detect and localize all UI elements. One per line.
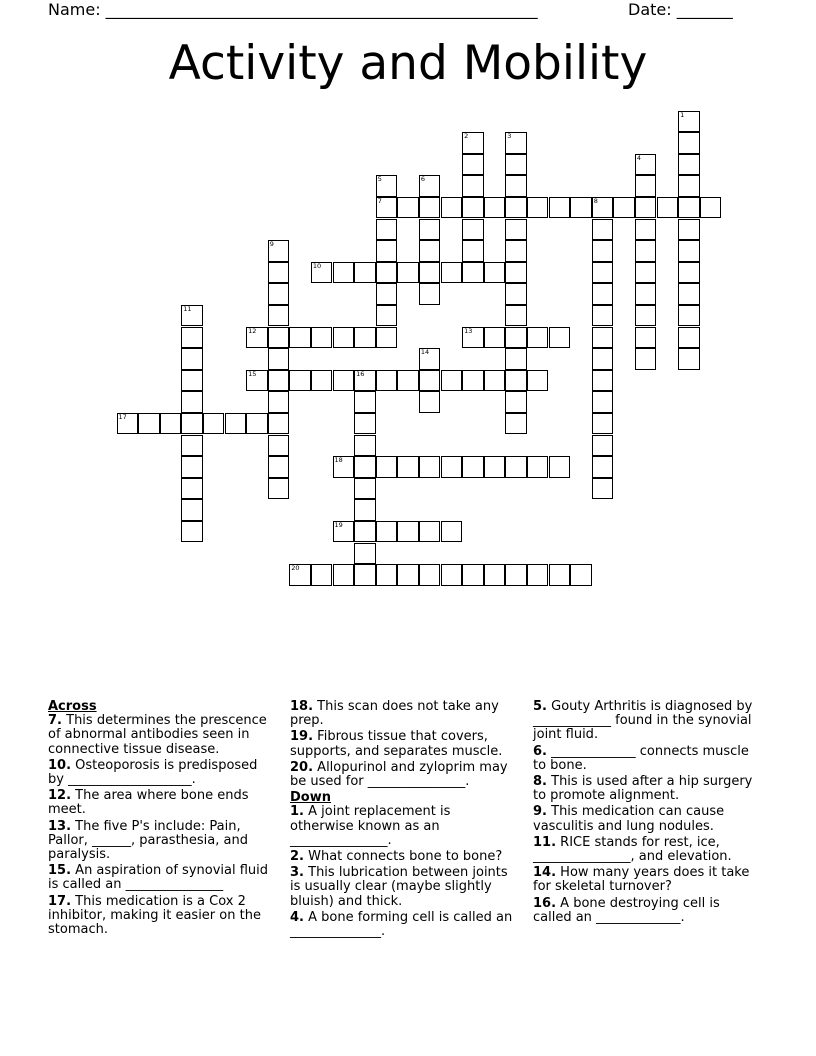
across-clue: 20. Allopurinol and zyloprim may be used for _______________. bbox=[290, 759, 508, 790]
crossword-cell[interactable] bbox=[376, 197, 398, 219]
crossword-cell[interactable] bbox=[657, 197, 679, 219]
crossword-cell[interactable] bbox=[397, 564, 419, 586]
crossword-cell[interactable] bbox=[354, 262, 376, 284]
crossword-cell[interactable] bbox=[246, 327, 268, 349]
crossword-cell[interactable] bbox=[527, 370, 549, 392]
crossword-cell[interactable] bbox=[635, 305, 657, 327]
crossword-cell[interactable] bbox=[268, 478, 290, 500]
crossword-cell[interactable] bbox=[700, 197, 722, 219]
crossword-cell[interactable] bbox=[181, 478, 203, 500]
crossword-cell[interactable] bbox=[462, 456, 484, 478]
crossword-cell[interactable] bbox=[484, 564, 506, 586]
cell-number: 1 bbox=[680, 110, 685, 119]
crossword-cell[interactable] bbox=[592, 219, 614, 241]
crossword-cell[interactable] bbox=[354, 435, 376, 457]
crossword-cell[interactable] bbox=[354, 478, 376, 500]
crossword-cell[interactable] bbox=[419, 240, 441, 262]
crossword-cell[interactable] bbox=[333, 370, 355, 392]
down-clue: 2. What connects bone to bone? bbox=[290, 849, 503, 865]
crossword-cell[interactable] bbox=[592, 240, 614, 262]
crossword-cell[interactable] bbox=[592, 391, 614, 413]
crossword-cell[interactable] bbox=[181, 521, 203, 543]
crossword-cell[interactable] bbox=[268, 305, 290, 327]
down-clue: 16. A bone destroying cell is called an _____________. bbox=[533, 895, 720, 925]
crossword-cell[interactable] bbox=[441, 564, 463, 586]
crossword-cell[interactable] bbox=[311, 564, 333, 586]
crossword-cell[interactable] bbox=[505, 327, 527, 349]
crossword-cell[interactable] bbox=[376, 327, 398, 349]
crossword-cell[interactable] bbox=[549, 327, 571, 349]
crossword-cell[interactable] bbox=[592, 478, 614, 500]
crossword-cell[interactable] bbox=[462, 219, 484, 241]
crossword-cell[interactable] bbox=[505, 197, 527, 219]
crossword-cell[interactable] bbox=[505, 456, 527, 478]
crossword-cell[interactable] bbox=[592, 327, 614, 349]
crossword-cell[interactable] bbox=[354, 370, 376, 392]
crossword-cell[interactable] bbox=[419, 456, 441, 478]
crossword-cell[interactable] bbox=[419, 219, 441, 241]
cell-number: 5 bbox=[377, 175, 382, 184]
crossword-cell[interactable] bbox=[181, 348, 203, 370]
crossword-cell[interactable] bbox=[376, 564, 398, 586]
crossword-cell[interactable] bbox=[678, 132, 700, 154]
crossword-cell[interactable] bbox=[181, 499, 203, 521]
crossword-cell[interactable] bbox=[419, 370, 441, 392]
crossword-cell[interactable] bbox=[635, 154, 657, 176]
across-clue: 10. Osteoporosis is predisposed by ___________________. bbox=[48, 757, 258, 788]
crossword-cell[interactable] bbox=[203, 413, 225, 435]
crossword-cell[interactable] bbox=[592, 197, 614, 219]
crossword-cell[interactable] bbox=[505, 564, 527, 586]
crossword-cell[interactable] bbox=[678, 175, 700, 197]
crossword-cell[interactable] bbox=[462, 175, 484, 197]
crossword-cell[interactable] bbox=[441, 370, 463, 392]
crossword-cell[interactable] bbox=[354, 391, 376, 413]
crossword-cell[interactable] bbox=[505, 262, 527, 284]
crossword-cell[interactable] bbox=[419, 391, 441, 413]
crossword-cell[interactable] bbox=[462, 132, 484, 154]
down-clue: 14. How many years does it take for skeletal turnover? bbox=[533, 865, 750, 895]
crossword-cell[interactable] bbox=[246, 413, 268, 435]
cell-number: 9 bbox=[269, 240, 274, 249]
crossword-cell[interactable] bbox=[527, 197, 549, 219]
crossword-cell[interactable] bbox=[635, 219, 657, 241]
crossword-cell[interactable] bbox=[441, 197, 463, 219]
crossword-cell[interactable] bbox=[635, 197, 657, 219]
crossword-cell[interactable] bbox=[354, 456, 376, 478]
cell-number: 17 bbox=[118, 412, 127, 421]
down-clue: 6. _____________ connects muscle to bone. bbox=[533, 743, 749, 773]
crossword-cell[interactable] bbox=[181, 435, 203, 457]
crossword-cell[interactable] bbox=[678, 327, 700, 349]
crossword-cell[interactable] bbox=[505, 348, 527, 370]
crossword-cell[interactable] bbox=[678, 348, 700, 370]
crossword-cell[interactable] bbox=[376, 219, 398, 241]
across-clue: 18. This scan does not take any prep. bbox=[290, 699, 499, 729]
crossword-cell[interactable] bbox=[397, 521, 419, 543]
crossword-cell[interactable] bbox=[419, 197, 441, 219]
across-clue: 17. This medication is a Cox 2 inhibitor, making it easier on the stomach. bbox=[48, 893, 261, 938]
crossword-cell[interactable] bbox=[505, 154, 527, 176]
cell-number: 13 bbox=[464, 326, 473, 335]
down-clue: 11. RICE stands for rest, ice, _______________, and elevation. bbox=[533, 834, 732, 865]
crossword-cell[interactable] bbox=[505, 391, 527, 413]
crossword-cell[interactable] bbox=[354, 521, 376, 543]
crossword-cell[interactable] bbox=[268, 240, 290, 262]
crossword-cell[interactable] bbox=[441, 262, 463, 284]
crossword-cell[interactable] bbox=[505, 413, 527, 435]
crossword-cell[interactable] bbox=[570, 197, 592, 219]
crossword-cell[interactable] bbox=[397, 370, 419, 392]
cell-number: 20 bbox=[291, 564, 300, 573]
crossword-cell[interactable] bbox=[354, 564, 376, 586]
crossword-cell[interactable] bbox=[333, 456, 355, 478]
crossword-cell[interactable] bbox=[527, 564, 549, 586]
crossword-cell[interactable] bbox=[484, 456, 506, 478]
crossword-cell[interactable] bbox=[268, 413, 290, 435]
crossword-cell[interactable] bbox=[397, 262, 419, 284]
crossword-cell[interactable] bbox=[592, 370, 614, 392]
crossword-cell[interactable] bbox=[181, 413, 203, 435]
page-title: Activity and Mobility bbox=[168, 36, 648, 91]
crossword-cell[interactable] bbox=[592, 413, 614, 435]
crossword-cell[interactable] bbox=[160, 413, 182, 435]
crossword-cell[interactable] bbox=[268, 348, 290, 370]
crossword-cell[interactable] bbox=[268, 262, 290, 284]
cell-number: 4 bbox=[636, 153, 642, 162]
crossword-cell[interactable] bbox=[333, 327, 355, 349]
cell-number: 16 bbox=[356, 369, 365, 378]
cell-number: 7 bbox=[377, 196, 382, 205]
crossword-cell[interactable] bbox=[549, 197, 571, 219]
crossword-cell[interactable] bbox=[419, 262, 441, 284]
crossword-cell[interactable] bbox=[678, 111, 700, 133]
across-clue: 12. The area where bone ends meet. bbox=[48, 788, 249, 818]
across-clue: 19. Fibrous tissue that covers, supports, and separates muscle. bbox=[290, 729, 503, 759]
clue-column-2 bbox=[290, 700, 515, 941]
crossword-cell[interactable] bbox=[505, 132, 527, 154]
crossword-cell[interactable] bbox=[289, 370, 311, 392]
crossword-cell[interactable] bbox=[635, 262, 657, 284]
crossword-cell[interactable] bbox=[462, 370, 484, 392]
crossword-cell[interactable] bbox=[592, 348, 614, 370]
crossword-cell[interactable] bbox=[462, 327, 484, 349]
crossword-cell[interactable] bbox=[354, 543, 376, 565]
crossword-cell[interactable] bbox=[635, 240, 657, 262]
crossword-cell[interactable] bbox=[181, 305, 203, 327]
crossword-cell[interactable] bbox=[376, 521, 398, 543]
crossword-cell[interactable] bbox=[549, 564, 571, 586]
cell-number: 12 bbox=[248, 326, 257, 335]
crossword-cell[interactable] bbox=[527, 327, 549, 349]
crossword-cell[interactable] bbox=[246, 370, 268, 392]
crossword-cell[interactable] bbox=[613, 197, 635, 219]
crossword-cell[interactable] bbox=[527, 456, 549, 478]
crossword-cell[interactable] bbox=[354, 413, 376, 435]
crossword-cell[interactable] bbox=[678, 197, 700, 219]
crossword-cell[interactable] bbox=[117, 413, 139, 435]
crossword-cell[interactable] bbox=[678, 305, 700, 327]
crossword-cell[interactable] bbox=[376, 305, 398, 327]
crossword-cell[interactable] bbox=[592, 283, 614, 305]
crossword-cell[interactable] bbox=[419, 521, 441, 543]
cell-number: 6 bbox=[420, 175, 426, 184]
crossword-cell[interactable] bbox=[376, 456, 398, 478]
cell-number: 8 bbox=[593, 196, 598, 205]
crossword-cell[interactable] bbox=[592, 262, 614, 284]
crossword-cell[interactable] bbox=[138, 413, 160, 435]
crossword-cell[interactable] bbox=[678, 240, 700, 262]
down-clue: 4. A bone forming cell is called an ______________. bbox=[290, 909, 513, 940]
crossword-cell[interactable] bbox=[268, 391, 290, 413]
header bbox=[48, 0, 748, 22]
crossword-cell[interactable] bbox=[376, 283, 398, 305]
cell-number: 19 bbox=[334, 520, 343, 529]
down-heading: Down bbox=[290, 790, 331, 806]
crossword-cell[interactable] bbox=[181, 391, 203, 413]
crossword-cell[interactable] bbox=[225, 413, 247, 435]
crossword-cell[interactable] bbox=[635, 175, 657, 197]
crossword-cell[interactable] bbox=[333, 262, 355, 284]
crossword-cell[interactable] bbox=[311, 262, 333, 284]
down-clue: 3. This lubrication between joints is usually clear (maybe slightly bluish) and thick. bbox=[290, 865, 508, 909]
crossword-cell[interactable] bbox=[505, 240, 527, 262]
crossword-cell[interactable] bbox=[592, 456, 614, 478]
crossword-cell[interactable] bbox=[376, 262, 398, 284]
crossword-cell[interactable] bbox=[484, 370, 506, 392]
crossword-cell[interactable] bbox=[462, 564, 484, 586]
crossword-cell[interactable] bbox=[289, 327, 311, 349]
down-clue: 1. A joint replacement is otherwise known as an _______________. bbox=[290, 804, 451, 848]
crossword-cell[interactable] bbox=[678, 262, 700, 284]
crossword-cell[interactable] bbox=[505, 175, 527, 197]
down-clue: 5. Gouty Arthritis is diagnosed by ____________ found in the synovial joint fluid. bbox=[533, 699, 753, 743]
down-clue: 8. This is used after a hip surgery to promote alignment. bbox=[533, 774, 753, 804]
crossword-cell[interactable] bbox=[289, 564, 311, 586]
crossword-cell[interactable] bbox=[397, 456, 419, 478]
crossword-cell[interactable] bbox=[549, 456, 571, 478]
cell-number: 10 bbox=[312, 261, 322, 270]
down-clue: 9. This medication can cause vasculitis and lung nodules. bbox=[533, 804, 725, 834]
crossword-cell[interactable] bbox=[268, 327, 290, 349]
crossword-cell[interactable] bbox=[484, 327, 506, 349]
crossword-cell[interactable] bbox=[354, 327, 376, 349]
cell-number: 3 bbox=[507, 132, 512, 141]
crossword-cell[interactable] bbox=[268, 370, 290, 392]
crossword-cell[interactable] bbox=[181, 327, 203, 349]
crossword-cell[interactable] bbox=[592, 305, 614, 327]
across-clue: 13. The five P's include: Pain, Pallor, ______, parasthesia, and paralysis. bbox=[48, 818, 248, 863]
crossword-cell[interactable] bbox=[635, 327, 657, 349]
crossword-cell[interactable] bbox=[635, 283, 657, 305]
across-heading: Across bbox=[48, 699, 97, 714]
crossword-cell[interactable] bbox=[462, 154, 484, 176]
cell-number: 2 bbox=[464, 132, 469, 141]
cell-number: 15 bbox=[248, 369, 257, 378]
crossword-cell[interactable] bbox=[441, 521, 463, 543]
clue-column-3 bbox=[533, 700, 761, 927]
crossword-cell[interactable] bbox=[268, 435, 290, 457]
cell-number: 11 bbox=[183, 304, 192, 313]
crossword-cell[interactable] bbox=[333, 521, 355, 543]
across-clue: 15. An aspiration of synovial fluid is called an _______________ bbox=[48, 863, 269, 893]
name-field-label[interactable]: Name: ______________________________________________________ bbox=[48, 0, 538, 19]
cell-number: 14 bbox=[420, 348, 430, 357]
crossword-cell[interactable] bbox=[354, 499, 376, 521]
cell-number: 18 bbox=[334, 456, 343, 465]
crossword-cell[interactable] bbox=[462, 197, 484, 219]
crossword-cell[interactable] bbox=[268, 283, 290, 305]
crossword-cell[interactable] bbox=[376, 175, 398, 197]
crossword-cell[interactable] bbox=[419, 175, 441, 197]
crossword-cell[interactable] bbox=[484, 197, 506, 219]
crossword-cell[interactable] bbox=[441, 456, 463, 478]
crossword-cell[interactable] bbox=[678, 283, 700, 305]
crossword-cell[interactable] bbox=[505, 219, 527, 241]
crossword-cell[interactable] bbox=[505, 283, 527, 305]
crossword-cell[interactable] bbox=[505, 305, 527, 327]
crossword-cell[interactable] bbox=[462, 262, 484, 284]
crossword-cell[interactable] bbox=[397, 197, 419, 219]
crossword-cell[interactable] bbox=[311, 327, 333, 349]
crossword-cell[interactable] bbox=[376, 240, 398, 262]
crossword-cell[interactable] bbox=[181, 456, 203, 478]
crossword-cell[interactable] bbox=[462, 240, 484, 262]
crossword-cell[interactable] bbox=[419, 564, 441, 586]
crossword-cell[interactable] bbox=[376, 370, 398, 392]
crossword-cell[interactable] bbox=[333, 564, 355, 586]
crossword-cell[interactable] bbox=[592, 435, 614, 457]
crossword-cell[interactable] bbox=[268, 456, 290, 478]
crossword-cell[interactable] bbox=[419, 283, 441, 305]
crossword-cell[interactable] bbox=[484, 262, 506, 284]
crossword-cell[interactable] bbox=[505, 370, 527, 392]
crossword-cell[interactable] bbox=[570, 564, 592, 586]
clue-column-1 bbox=[48, 700, 273, 939]
across-clue: 7. This determines the prescence of abnormal antibodies seen in connective tissue disease. bbox=[48, 713, 267, 757]
crossword-cell[interactable] bbox=[678, 154, 700, 176]
crossword-cell[interactable] bbox=[311, 370, 333, 392]
crossword-cell[interactable] bbox=[181, 370, 203, 392]
date-field-label[interactable]: Date: _______ bbox=[628, 0, 733, 19]
crossword-cell[interactable] bbox=[635, 348, 657, 370]
crossword-cell[interactable] bbox=[678, 219, 700, 241]
crossword-cell[interactable] bbox=[419, 348, 441, 370]
